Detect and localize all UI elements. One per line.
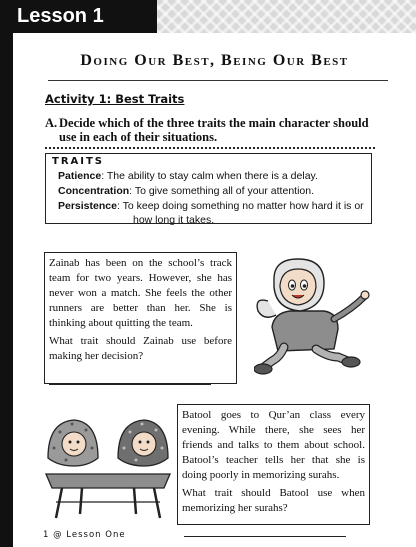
traits-box [45,153,372,224]
activity-heading: Activity 1: Best Traits [45,92,185,106]
decorative-pattern-band [157,0,416,33]
trait-name: Persistence [58,200,117,213]
story-box-batool [177,404,370,525]
trait-persistence [58,200,368,226]
instruction [45,116,380,144]
story-question: What trait should Batool use when memorizing her surahs? [182,487,365,514]
trait-name: Concentration [58,185,130,198]
two-girls-at-desk-illustration [42,402,174,520]
traits-heading: TRAITS [52,156,105,167]
running-girl-illustration [254,257,372,381]
story-text: Zainab has been on the school’s track team for two years. However, she has never won a match. She feels the other runners are better than her. She is thinking about quitting the team. [49,257,232,329]
story-box-zainab [44,252,237,384]
traits-list [58,170,368,229]
lesson-tab: Lesson 1 [0,0,157,33]
story-text: Batool goes to Qur’an class every evening. While there, she sees her friends and talks to them about school. Batool’s teacher tells her that she is doing poorly in memorizing surahs. [182,409,365,481]
trait-definition: : To keep doing something no matter how hard it is or [116,200,364,213]
dotted-divider [45,147,375,149]
answer-line[interactable] [184,536,346,537]
title-divider [48,80,388,81]
answer-line[interactable] [49,384,211,385]
trait-definition: : To give something all of your attention. [129,185,315,198]
trait-concentration [58,185,368,198]
story-question: What trait should Zainab use before making her decision? [49,335,232,362]
page-footer: 1 @ Lesson One [43,530,126,540]
instruction-text: Decide which of the three traits the main character should use in each of their situations. [59,116,369,144]
trait-patience [58,170,368,183]
page-title: Doing Our Best, Being Our Best [80,52,349,69]
left-page-bar [0,0,13,547]
trait-definition-continued: how long it takes. [133,213,215,226]
trait-definition: : The ability to stay calm when there is a delay. [101,170,318,182]
trait-name: Patience [58,170,102,182]
instruction-letter: A. [45,116,58,130]
